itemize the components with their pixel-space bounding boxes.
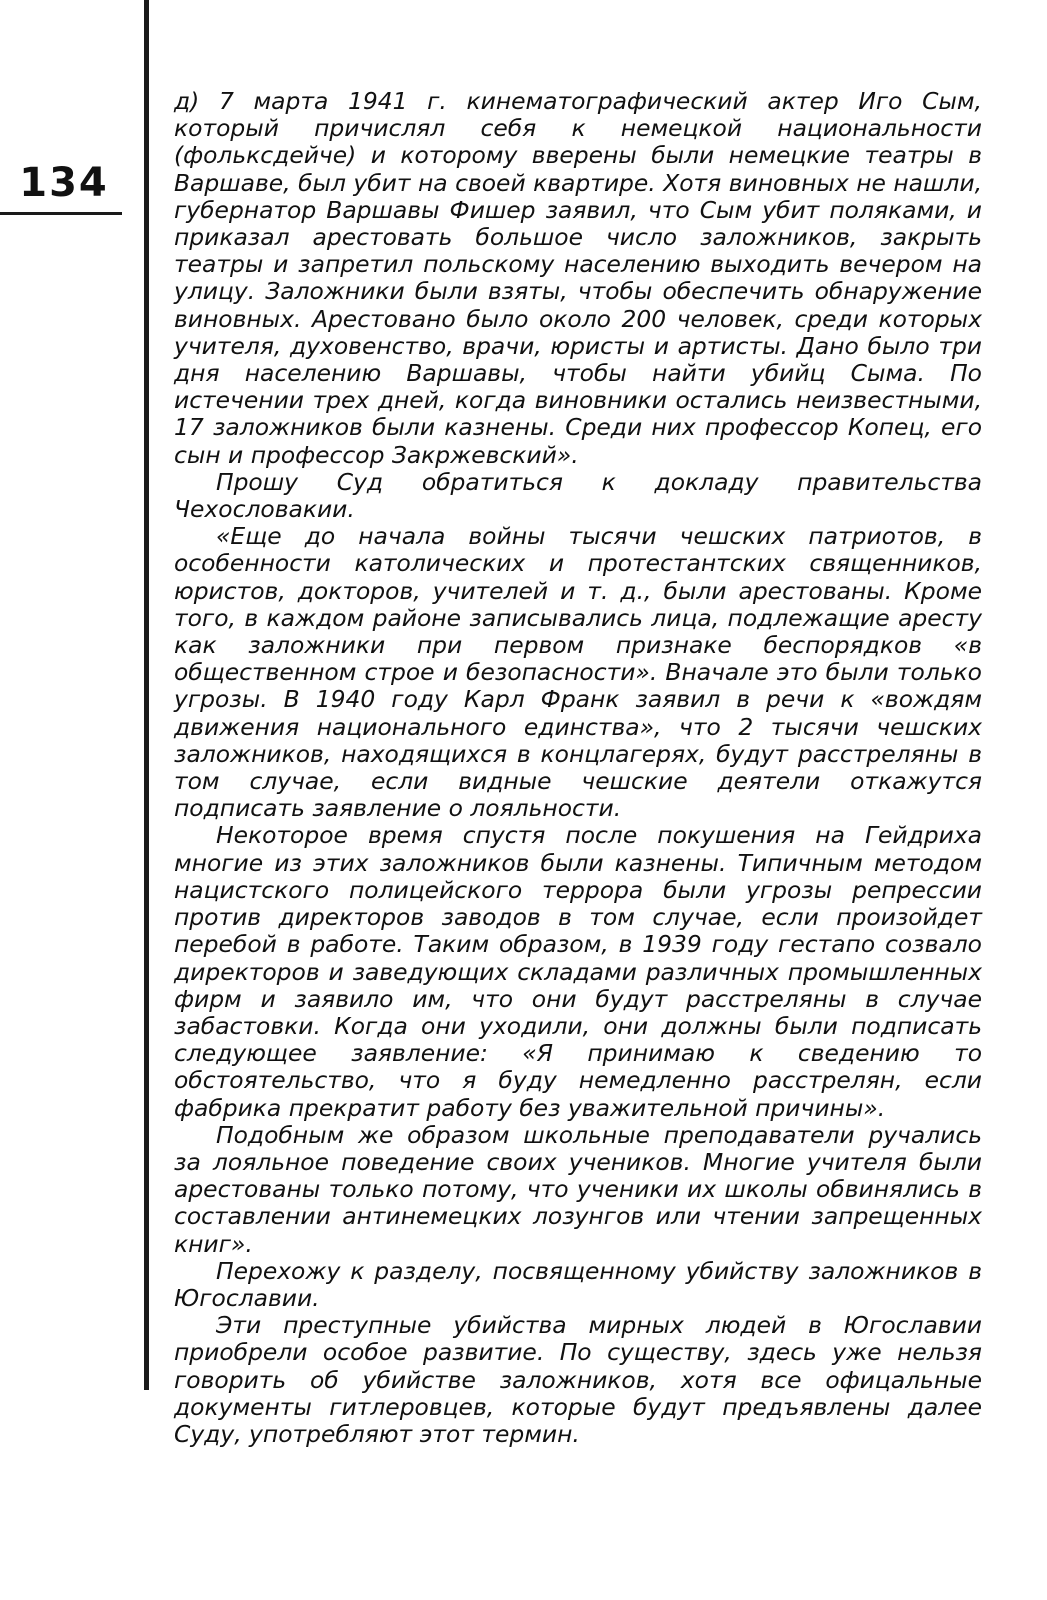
body-text [174, 88, 982, 1448]
margin-vertical-rule [144, 0, 149, 1390]
paragraph-7: Эти преступные убийства мирных людей в Югославии приобрели особое развитие. По существу, здесь уже нельзя говорить об убийстве заложников, хотя все офицальные документы гитлеровцев, которые будут предъявлены далее Суду, употребляют этот термин. [174, 1311, 982, 1448]
page-number-underline [0, 212, 122, 215]
paragraph-1: д) 7 марта 1941 г. кинематографический актер Иго Сым, который причислял себя к немецкой национальности (фольксдейче) и которому вверены были немецкие театры в Варшаве, был убит на своей квартире. Хотя виновных не нашли, губернатор Варшавы Фишер заявил, что Сым убит поляками, и приказал арестовать большое число заложников, закрыть театры и запретил польскому населению выходить вечером на улицу. Заложники были взяты, чтобы обеспечить обнаружение виновных. Арестовано было около 200 человек, среди которых учителя, духовенство, врачи, юристы и артисты. Дано было три дня населению Варшавы, чтобы найти убийц Сыма. По истечении трех дней, когда виновники остались неизвестными, 17 заложников были казнены. Среди них профессор Копец, его сын и профессор Закржевский». [174, 87, 982, 469]
paragraph-5: Подобным же образом школьные преподаватели ручались за лояльное поведение своих учеников. Многие учителя были арестованы только потому, что ученики их школы обвинялись в составлении антинемецких лозунгов или чтении запрещенных книг». [174, 1120, 982, 1258]
page-number: 134 [19, 160, 109, 206]
paragraph-3: «Еще до начала войны тысячи чешских патриотов, в особенности католических и протестантских священников, юристов, докторов, учителей и т. д., были арестованы. Кроме того, в каждом районе записывались лица, подлежащие аресту как заложники при первом признаке беспорядков «в общественном строе и безопасности». Вначале это были только угрозы. В 1940 году Карл Франк заявил в речи к «вождям движения национального единства», что 2 тысячи чешских заложников, находящихся в концлагерях, будут расстреляны в том случае, если видные чешские деятели откажутся подписать заявление о лояльности. [174, 522, 982, 823]
paragraph-4: Некоторое время спустя после покушения на Гейдриха многие из этих заложников были казнены. Типичным методом нацистского полицейского террора были угрозы репрессии против директоров заводов в том случае, если произойдет перебой в работе. Таким образом, в 1939 году гестапо созвало директоров и заведующих складами различных промышленных фирм и заявило им, что они будут расстреляны в случае забастовки. Когда они уходили, они должны были подписать следующее заявление: «Я принимаю к сведению то обстоятельство, что я буду немедленно расстрелян, если фабрика прекратит работу без уважительной причины». [174, 821, 982, 1122]
paragraph-2: Прошу Суд обратиться к докладу правительства Чехословакии. [174, 467, 982, 524]
paragraph-6: Перехожу к разделу, посвященному убийству заложников в Югославии. [174, 1256, 982, 1312]
